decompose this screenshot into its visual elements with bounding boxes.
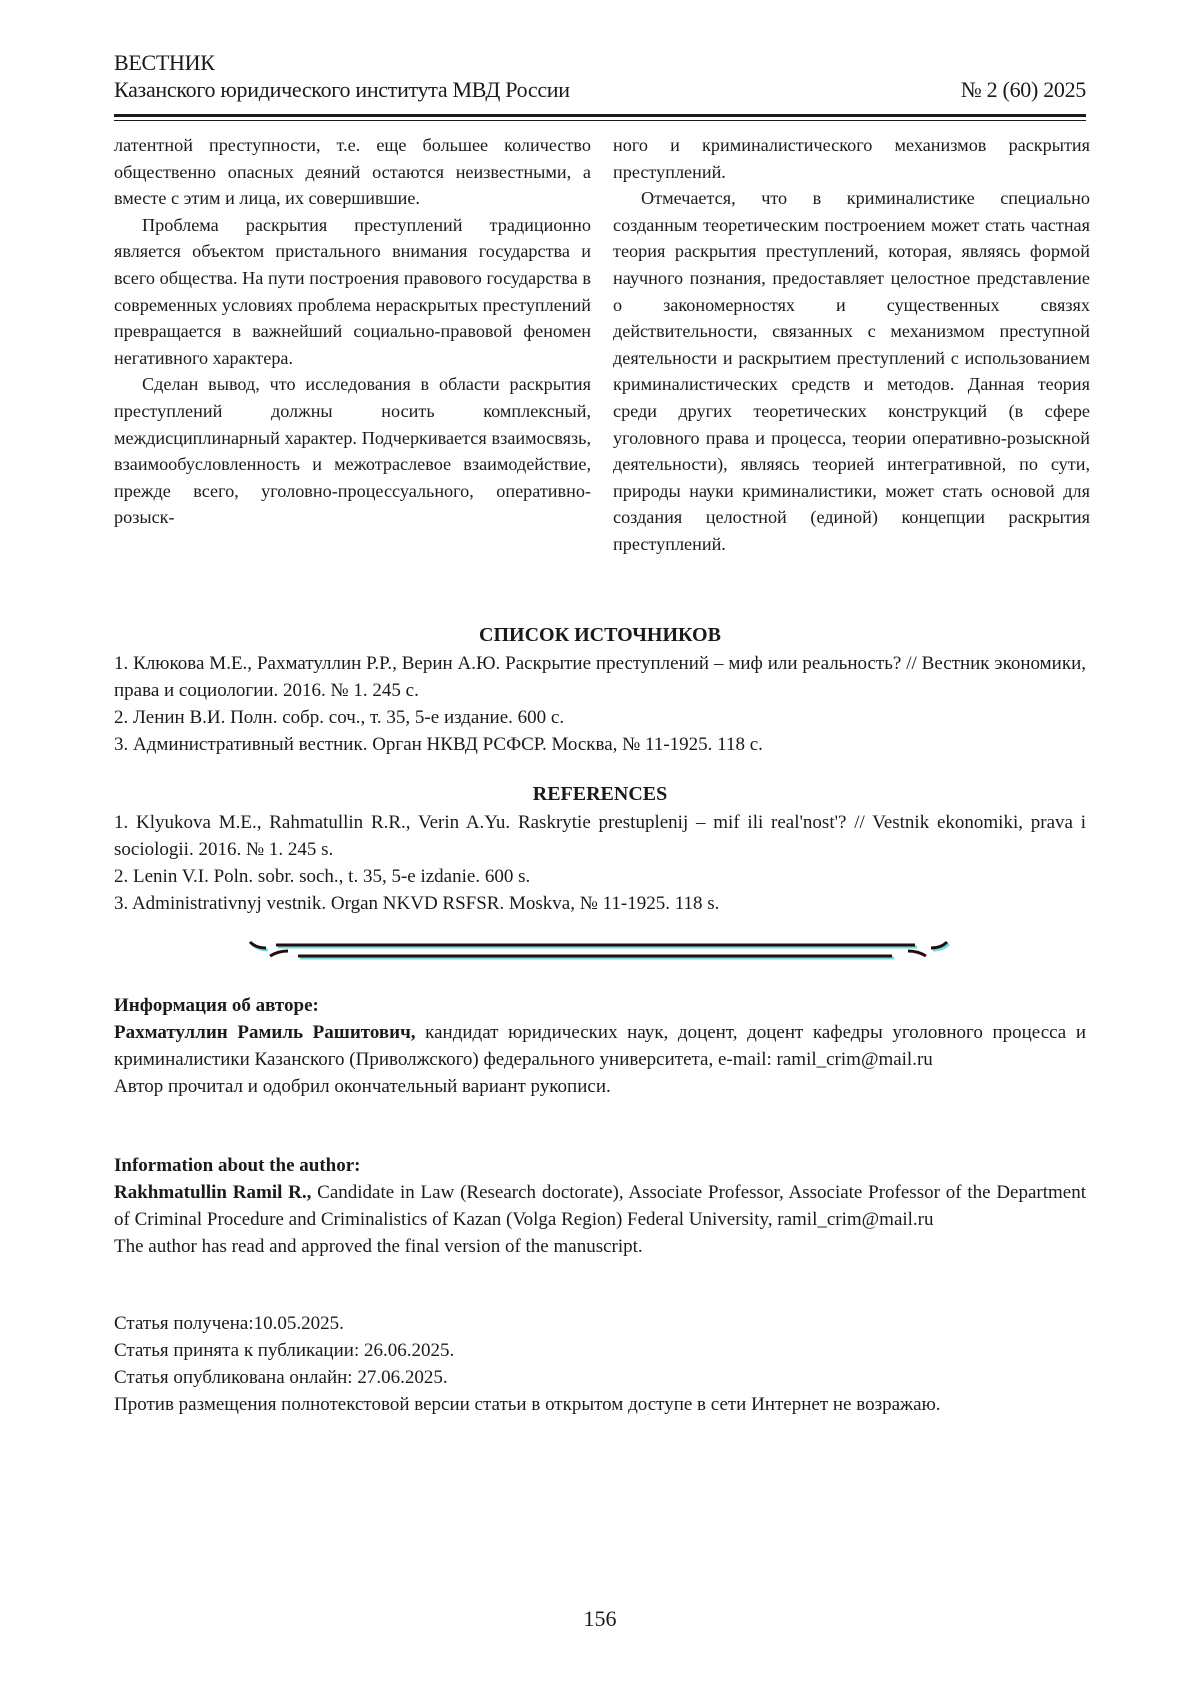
header-rule-thin <box>114 120 1086 121</box>
reference-item: 3. Administrativnyj vestnik. Organ NKVD RSFSR. Moskva, № 11-1925. 118 s. <box>114 893 720 914</box>
author-info-heading: Информация об авторе: <box>114 995 319 1016</box>
source-item: 3. Административный вестник. Орган НКВД РСФСР. Москва, № 11-1925. 118 с. <box>114 734 763 755</box>
reference-item: 1. Klyukova M.E., Rahmatullin R.R., Verin A.Yu. Raskrytie prestuplenij – mif ili real'nost'? // Vestnik ekonomiki, prava i sociologii. 2016. № 1. 245 s. <box>114 812 1086 860</box>
source-item: 1. Клюкова М.Е., Рахматуллин Р.Р., Верин А.Ю. Раскрытие преступлений – миф или реальность? // Вестник экономики, права и социологии. 2016. № 1. 245 с. <box>114 653 1086 701</box>
journal-title-line2: Казанского юридического института МВД России <box>114 77 570 102</box>
author-info-ru <box>114 992 1086 1100</box>
author-name: Рахматуллин Рамиль Рашитович, <box>114 1022 416 1043</box>
author-name: Rakhmatullin Ramil R., <box>114 1182 312 1203</box>
paragraph: ного и криминалистического механизмов раскрытия преступлений. <box>613 135 1090 182</box>
source-item: 2. Ленин В.И. Полн. собр. соч., т. 35, 5-е издание. 600 с. <box>114 707 565 728</box>
author-details: кандидат юридических наук, доцент, доцент кафедры уголовного процесса и криминалистики Казанского (Приволжского) федерального университета, e-mail: ramil_crim@mail.ru <box>114 1022 1087 1070</box>
ornament-divider <box>248 936 953 964</box>
paragraph: латентной преступности, т.е. еще большее количество общественно опасных деяний остаются неизвестными, а вместе с этим и лица, их совершившие. <box>114 135 591 209</box>
references-list <box>114 809 1086 917</box>
running-header <box>114 50 1086 104</box>
issue-number: № 2 (60) 2025 <box>960 77 1086 102</box>
sources-list <box>114 650 1086 758</box>
author-approval: Автор прочитал и одобрил окончательный вариант рукописи. <box>114 1076 611 1097</box>
references-heading: REFERENCES <box>532 783 668 805</box>
date-accepted: Статья принята к публикации: 26.06.2025. <box>114 1340 455 1361</box>
sources-heading: СПИСОК ИСТОЧНИКОВ <box>479 624 721 646</box>
paragraph: Проблема раскрытия преступлений традиционно является объектом пристального внимания государства и всего общества. На пути построения правового государства в современных условиях проблема нераскрытых преступлений превращается в важнейший социально-правовой феномен негативного характера. <box>114 214 591 368</box>
ornament-lines <box>250 942 947 956</box>
right-column <box>613 132 1090 558</box>
date-published: Статья опубликована онлайн: 27.06.2025. <box>114 1367 448 1388</box>
author-info-heading: Information about the author: <box>114 1155 361 1176</box>
journal-title-line1: ВЕСТНИК <box>114 50 215 75</box>
page-number: 156 <box>583 1606 617 1631</box>
author-info-en <box>114 1152 1086 1260</box>
open-access-consent: Против размещения полнотекстовой версии статьи в открытом доступе в сети Интернет не возражаю. <box>114 1394 941 1415</box>
reference-item: 2. Lenin V.I. Poln. sobr. soch., t. 35, 5-e izdanie. 600 s. <box>114 866 531 887</box>
paragraph: Отмечается, что в криминалистике специально созданным теоретическим построением может стать частная теория раскрытия преступлений, которая, являясь формой научного познания, предоставляет целостное представление о закономерностях и существенных связях действительности, связанных с механизмом преступной деятельности и раскрытием преступлений с использованием криминалистических средств и методов. Данная теория среди других теоретических конструкций (в сфере уголовного права и процесса, теории оперативно-розыскной деятельности), являясь теорией интегративной, по сути, природы науки криминалистики, может стать основой для создания целостной (единой) концепции раскрытия преступлений. <box>613 188 1090 554</box>
author-details: Candidate in Law (Research doctorate), Associate Professor, Associate Professor of the Department of Criminal Procedure and Criminalistics of Kazan (Volga Region) Federal University, ramil_crim@mail.ru <box>114 1182 1087 1230</box>
paragraph: Сделан вывод, что исследования в области раскрытия преступлений должны носить комплексный, междисциплинарный характер. Подчеркивается взаимосвязь, взаимообусловленность и межотраслевое взаимодействие, прежде всего, уголовно-процессуального, оперативно-розыск- <box>114 374 591 528</box>
author-approval: The author has read and approved the final version of the manuscript. <box>114 1236 643 1257</box>
date-received: Статья получена:10.05.2025. <box>114 1313 344 1334</box>
left-column <box>114 132 591 531</box>
article-dates <box>114 1310 1086 1418</box>
header-rule-thick <box>114 114 1086 117</box>
